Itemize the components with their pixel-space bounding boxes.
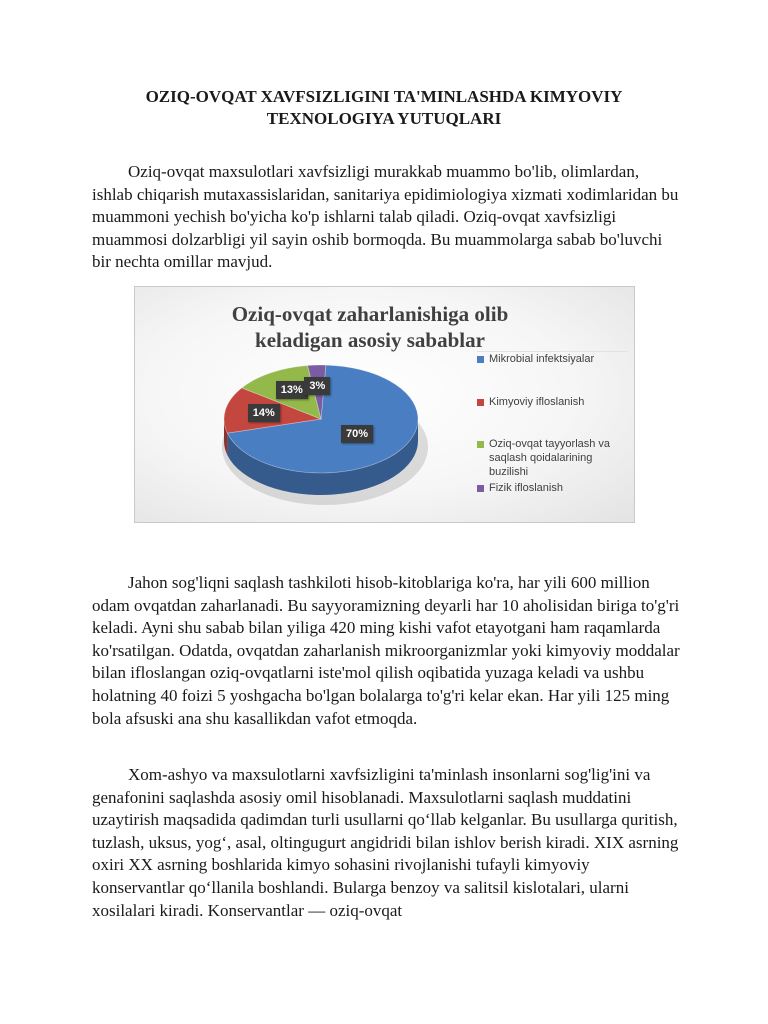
paragraph-who-statistics: Jahon sog'liqni saqlash tashkiloti hisob-kitoblariga ko'ra, har yili 600 million odam ovqatdan zaharlanadi. Bu sayyoramizning deyarli har 10 aholisidan biriga to'g'ri keladi. Ayni shu sabab bilan yiliga 420 ming kishi vafot etayotgani ham raqamlarda ko'rsatilgan. Odatda, ovqatdan zaharlanish mikroorganizmlar yoki kimyoviy moddalar bilan ifloslangan oziq-ovqatlarni iste'mol qilish oqibatida yuzaga keladi va ushbu holatning 40 foizi 5 yoshgacha bo'lgan bolalarga to'g'ri kelar ekan. Har yili 125 ming bola afsuski ana shu kasallikdan vafot etmoqda. [92, 573, 680, 728]
legend-item-4 [477, 481, 627, 495]
legend-label-2: Kimyoviy ifloslanish [489, 396, 585, 408]
legend-swatch-2 [477, 399, 484, 406]
paragraph-preservation: Xom-ashyo va maxsulotlarni xavfsizligini ta'minlash insonlarni sog'lig'ini va genafonini saqlashda asosiy omil hisoblanadi. Maxsulotlarni saqlash muddatini uzaytirish maqsadida qadimdan turli usullarni qo‘llab kelganlar. Bu usullarga quritish, tuzlash, uksus, yog‘, asal, oltingugurt angidridi bilan ishlov berish kiradi. XIX asrning oxiri XX asrning boshlarida kimyo sohasini rivojlanishi tufayli kimyoviy konservantlar qo‘llanila boshlandi. Bularga benzoy va salitsil kislotalari, ularni xosilalari kiradi. Konservantlar — oziq-ovqat [92, 765, 679, 920]
data-label-2: 14% [248, 404, 280, 422]
legend-swatch-4 [477, 485, 484, 492]
legend-item-2 [477, 395, 627, 409]
page-title: OZIQ-OVQAT XAVFSIZLIGINI TA'MINLASHDA KIMYOVIY TEXNOLOGIYA YUTUQLARI [145, 87, 623, 128]
legend-item-3 [477, 437, 627, 479]
legend-item-1 [477, 351, 627, 366]
pie-chart [134, 286, 635, 523]
chart-title: Oziq-ovqat zaharlanishiga olib keladigan asosiy sabablar [231, 302, 509, 352]
legend-swatch-3 [477, 441, 484, 448]
legend-label-1: Mikrobial infektsiyalar [489, 353, 595, 365]
data-label-1: 70% [341, 425, 373, 443]
legend-label-3: Oziq-ovqat tayyorlash va saqlash qoidalarining buzilishi [489, 438, 611, 478]
paragraph-intro: Oziq-ovqat maxsulotlari xavfsizligi murakkab muammo bo'lib, olimlardan, ishlab chiqarish mutaxassislaridan, sanitariya epidimiologiya xizmati xodimlaridan bu muammoni yechish bo'yicha ko'p ishlarni talab qiladi. Oziq-ovqat xavfsizligi muammosi dolzarbligi yil sayin oshib bormoqda. Bu muammolarga sabab bo'luvchi bir nechta omillar mavjud. [92, 162, 679, 272]
legend-swatch-1 [477, 356, 484, 363]
data-label-3: 13% [276, 381, 308, 399]
legend-label-4: Fizik ifloslanish [489, 482, 563, 494]
data-label-4: 3% [304, 377, 330, 395]
